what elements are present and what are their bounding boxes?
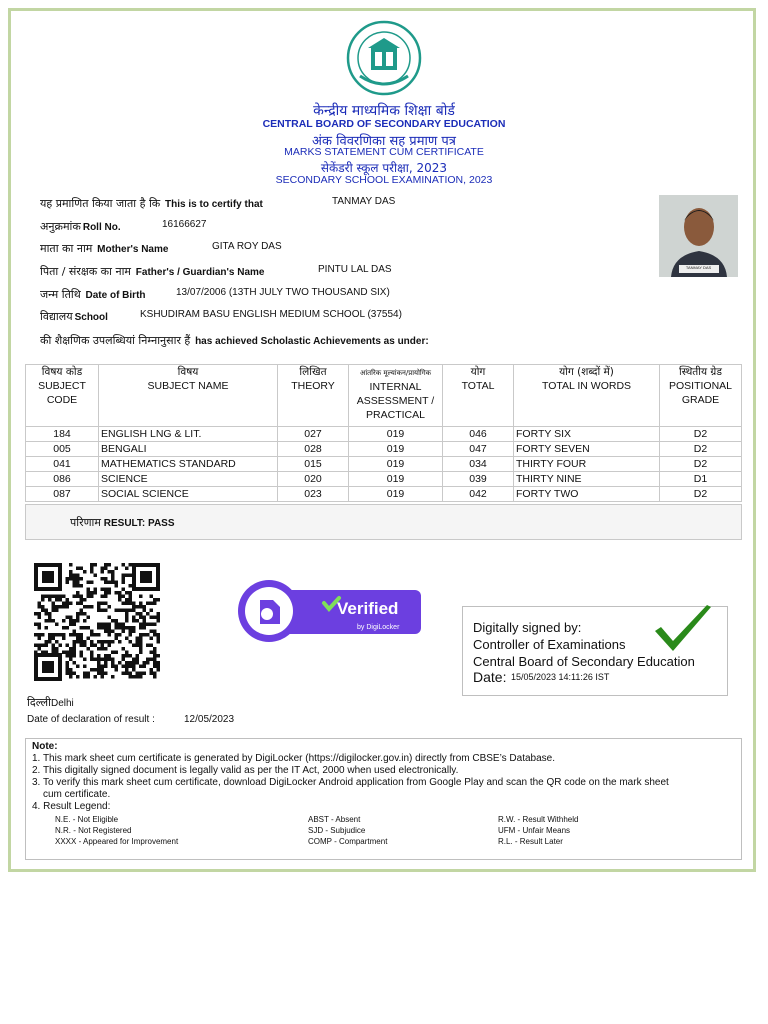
student-photo	[659, 195, 738, 277]
student-name: TANMAY DAS	[332, 196, 396, 207]
result-status: परिणाम RESULT: PASS	[70, 516, 175, 529]
legend-item: N.R. - Not Registered	[55, 826, 132, 835]
col-internal-assessment: आंतरिक मूल्यांकन/प्रायोगिक INTERNAL ASSESSMENT / PRACTICAL	[349, 365, 443, 427]
checkmark-icon	[653, 603, 713, 655]
internal-marks: 019	[349, 487, 443, 502]
signature-date: 15/05/2023 14:11:26 IST	[511, 672, 610, 682]
table-row	[26, 472, 742, 487]
table-row	[26, 457, 742, 472]
col-subject-code: विषय कोड SUBJECT CODE	[26, 365, 99, 427]
mother-name: GITA ROY DAS	[212, 241, 282, 252]
verified-subtext: by DigiLocker	[357, 624, 400, 631]
internal-marks: 019	[349, 457, 443, 472]
cbse-logo-icon	[346, 20, 422, 96]
note-line: 3. To verify this mark sheet cum certificate, download DigiLocker Android application from Google Play and scan the QR code on the mark sheet	[32, 777, 669, 788]
total-in-words: THIRTY FOUR	[514, 457, 660, 472]
result-box	[25, 504, 742, 540]
date-of-birth: 13/07/2006 (13TH JULY TWO THOUSAND SIX)	[176, 287, 390, 298]
theory-marks: 027	[278, 427, 349, 442]
roll-label: अनुक्रमांक Roll No.	[40, 220, 121, 233]
legend-item: SJD - Subjudice	[308, 826, 366, 835]
certificate-title-hindi: अंक विवरणिका सह प्रमाण पत्र	[312, 134, 456, 149]
note-line: 4. Result Legend:	[32, 801, 111, 812]
theory-marks: 023	[278, 487, 349, 502]
subject-name: BENGALI	[99, 442, 278, 457]
total-marks: 039	[443, 472, 514, 487]
col-theory: लिखित THEORY	[278, 365, 349, 427]
theory-marks: 015	[278, 457, 349, 472]
subject-name: SCIENCE	[99, 472, 278, 487]
father-label: पिता / संरक्षक का नाम Father's / Guardian's Name	[40, 265, 265, 278]
theory-marks: 020	[278, 472, 349, 487]
total-in-words: FORTY SEVEN	[514, 442, 660, 457]
subject-name: SOCIAL SCIENCE	[99, 487, 278, 502]
legend-item: N.E. - Not Eligible	[55, 815, 119, 824]
verified-text: Verified	[337, 599, 399, 618]
col-subject-name: विषय SUBJECT NAME	[99, 365, 278, 427]
table-row	[26, 487, 742, 502]
internal-marks: 019	[349, 427, 443, 442]
qr-code-icon[interactable]	[34, 563, 160, 681]
positional-grade: D1	[660, 472, 742, 487]
total-marks: 047	[443, 442, 514, 457]
total-marks: 046	[443, 427, 514, 442]
positional-grade: D2	[660, 487, 742, 502]
legend-item: R.L. - Result Later	[498, 837, 563, 846]
subject-code: 041	[26, 457, 99, 472]
note-box	[25, 738, 742, 860]
theory-marks: 028	[278, 442, 349, 457]
school-label: विद्यालय School	[40, 310, 108, 323]
declaration-date: 12/05/2023	[184, 714, 235, 725]
school-name: KSHUDIRAM BASU ENGLISH MEDIUM SCHOOL (37554)	[140, 309, 402, 320]
declaration-label: Date of declaration of result :	[27, 714, 155, 725]
signer-organization: Central Board of Secondary Education	[473, 654, 695, 669]
subject-name: ENGLISH LNG & LIT.	[99, 427, 278, 442]
col-total-in-words: योग (शब्दों में) TOTAL IN WORDS	[514, 365, 660, 427]
total-marks: 042	[443, 487, 514, 502]
achievement-label: की शैक्षणिक उपलब्धियां निम्नानुसार हैं has achieved Scholastic Achievements as under:	[40, 334, 429, 347]
positional-grade: D2	[660, 442, 742, 457]
place: दिल्लीDelhi	[27, 696, 74, 709]
exam-name-hindi: सेकेंडरी स्कूल परीक्षा, 2023	[320, 161, 448, 175]
marks-header-row	[26, 365, 742, 427]
note-line: 2. This digitally signed document is legally valid as per the IT Act, 2000 when used electronically.	[32, 765, 459, 776]
col-positional-grade: स्थितीय ग्रेड POSITIONAL GRADE	[660, 365, 742, 427]
internal-marks: 019	[349, 442, 443, 457]
marks-table	[25, 364, 742, 502]
internal-marks: 019	[349, 472, 443, 487]
table-row	[26, 427, 742, 442]
photo-caption: TANMAY DAS	[685, 265, 712, 270]
certificate-title: MARKS STATEMENT CUM CERTIFICATE	[284, 146, 484, 158]
roll-number: 16166627	[162, 219, 207, 230]
positional-grade: D2	[660, 427, 742, 442]
board-name-hindi: केन्द्रीय माध्यमिक शिक्षा बोर्ड	[313, 103, 455, 119]
legend-item: ABST - Absent	[308, 815, 361, 824]
col-total: योग TOTAL	[443, 365, 514, 427]
digital-signature-box	[462, 606, 728, 696]
total-marks: 034	[443, 457, 514, 472]
certify-label: यह प्रमाणित किया जाता है कि This is to certify that	[40, 197, 263, 210]
legend-item: COMP - Compartment	[308, 837, 388, 846]
signed-by-label: Digitally signed by:	[473, 620, 582, 635]
exam-name: SECONDARY SCHOOL EXAMINATION, 2023	[275, 174, 493, 186]
legend-item: XXXX - Appeared for Improvement	[55, 837, 179, 846]
note-title: Note:	[32, 741, 58, 752]
table-row	[26, 442, 742, 457]
total-in-words: THIRTY NINE	[514, 472, 660, 487]
subject-code: 005	[26, 442, 99, 457]
signature-date-label: Date:	[473, 669, 507, 685]
board-name: CENTRAL BOARD OF SECONDARY EDUCATION	[262, 118, 506, 130]
dob-label: जन्म तिथि Date of Birth	[40, 288, 146, 301]
subject-code: 087	[26, 487, 99, 502]
father-name: PINTU LAL DAS	[318, 264, 392, 275]
signer-title: Controller of Examinations	[473, 637, 626, 652]
mother-label: माता का नाम Mother's Name	[40, 242, 169, 255]
subject-code: 086	[26, 472, 99, 487]
note-line: cum certificate.	[43, 789, 111, 800]
legend-item: UFM - Unfair Means	[498, 826, 571, 835]
subject-code: 184	[26, 427, 99, 442]
subject-name: MATHEMATICS STANDARD	[99, 457, 278, 472]
legend-item: R.W. - Result Withheld	[498, 815, 579, 824]
total-in-words: FORTY SIX	[514, 427, 660, 442]
positional-grade: D2	[660, 457, 742, 472]
total-in-words: FORTY TWO	[514, 487, 660, 502]
note-line: 1. This mark sheet cum certificate is generated by DigiLocker (https://digilocker.gov.in) directly from CBSE’s Database.	[32, 753, 555, 764]
verified-badge-icon	[233, 580, 421, 642]
